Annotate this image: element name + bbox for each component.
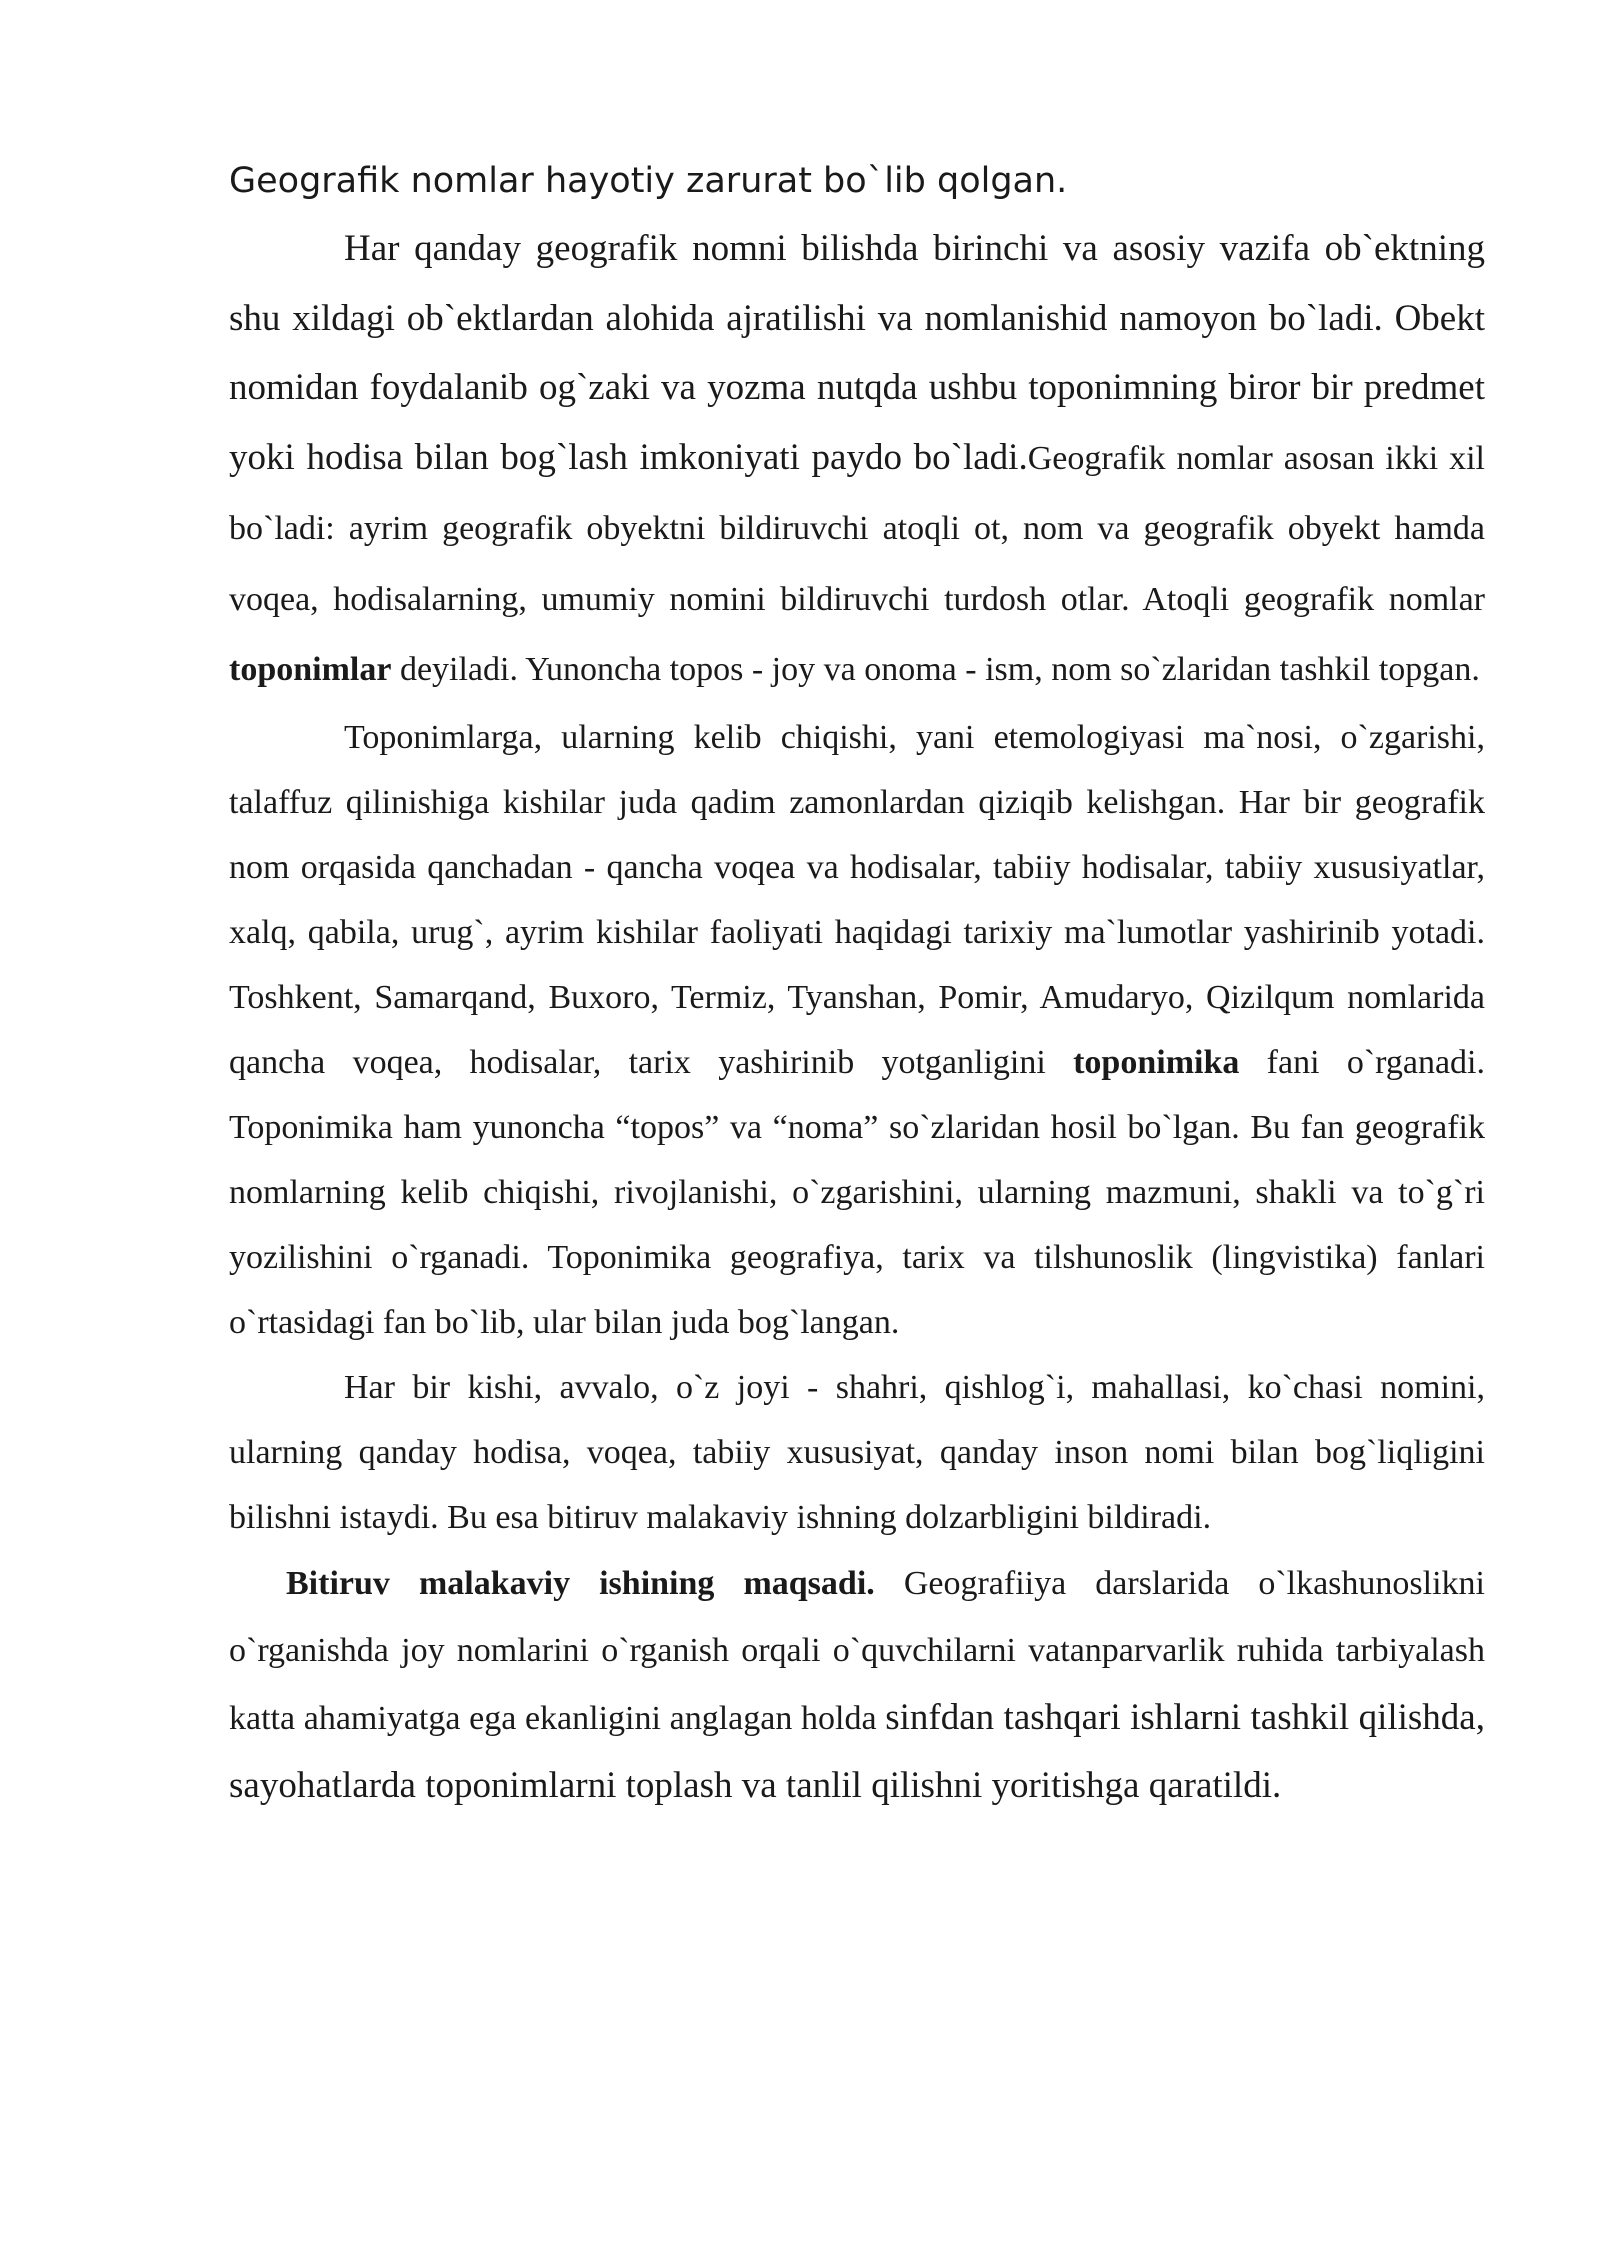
- paragraph-text: Har bir kishi, avvalo, o`z joyi - shahri, qishlog`i, mahallasi, ko`chasi nomini, ularning qanday hodisa, voqea, tabiiy xususiyat, qanday inson nomi bilan bog`liqligini bilishni istaydi. Bu esa bitiruv malakaviy ishning dolzarbligini bildiradi.: [229, 1368, 1485, 1536]
- paragraph-geographic-names: [229, 214, 1485, 705]
- paragraph-relevance: [229, 1355, 1485, 1550]
- paragraph-text: sinfdan tashqari ishlarni tashkil qilishda, sayohatlarda toponimlarni toplash va tanlil qilishni yoritishga qaratildi.: [229, 1696, 1485, 1806]
- paragraph-toponymics: [229, 705, 1485, 1355]
- paragraph-text: Geografik nomlar asosan ikki xil bo`ladi: ayrim geografik obyektni bildiruvchi atoqli ot, nom va geografik obyekt hamda voqea, hodisalarning, umumiy nomini bildiruvchi turdosh otlar. Atoqli geografik nomlar: [229, 439, 1486, 618]
- bold-term-toponimlar: toponimlar: [229, 651, 392, 688]
- paragraph-text: Toponimlarga, ularning kelib chiqishi, yani etemologiyasi ma`nosi, o`zgarishi, talaffuz qilinishiga kishilar juda qadim zamonlardan qiziqib kelishgan. Har bir geografik nom orqasida qanchadan - qancha voqea va hodisalar, tabiiy hodisalar, tabiiy xususiyatlar, xalq, qabila, urug`, ayrim kishilar faoliyati haqidagi tarixiy ma`lumotlar yashirinib yotadi. Toshkent, Samarqand, Buxoro, Termiz, Tyanshan, Pomir, Amudaryo, Qizilqum nomlarida qancha voqea, hodisalar, tarix yashirinib yotganligini: [229, 718, 1485, 1081]
- lead-line: Geografik nomlar hayotiy zarurat bo`lib qolgan.: [229, 161, 1068, 201]
- purpose-heading: Bitiruv malakaviy ishining maqsadi.: [286, 1564, 875, 1602]
- document-body: [229, 148, 1485, 1820]
- paragraph-text: Har qanday geografik nomni bilishda birinchi va asosiy vazifa ob`ektning shu xildagi ob`ektlardan alohida ajratilishi va nomlanishid namoyon bo`ladi. Obekt nomidan foydalanib og`zaki va yozma nutqda ushbu toponimning biror bir predmet yoki hodisa bilan bog`lash imkoniyati paydo bo`ladi.: [229, 228, 1485, 478]
- paragraph-purpose: [229, 1550, 1485, 1820]
- paragraph-text: deyiladi. Yunoncha topos - joy va onoma - ism, nom so`zlaridan tashkil topgan.: [391, 651, 1480, 688]
- paragraph-text: fani o`rganadi. Toponimika ham yunoncha “topos” va “noma” so`zlaridan hosil bo`lgan. Bu fan geografik nomlarning kelib chiqishi, rivojlanishi, o`zgarishini, ularning mazmuni, shakli va to`g`ri yozilishini o`rganadi. Toponimika geografiya, tarix va tilshunoslik (lingvistika) fanlari o`rtasidagi fan bo`lib, ular bilan juda bog`langan.: [229, 1043, 1485, 1341]
- bold-term-toponimika: toponimika: [1073, 1043, 1240, 1081]
- paragraph-text: Geografiiya darslarida o`lkashunoslikni o`rganishda joy nomlarini o`rganish orqali o`quvchilarni vatanparvarlik ruhida tarbiyalash katta ahamiyatga ega ekanligini anglagan holda: [229, 1564, 1485, 1737]
